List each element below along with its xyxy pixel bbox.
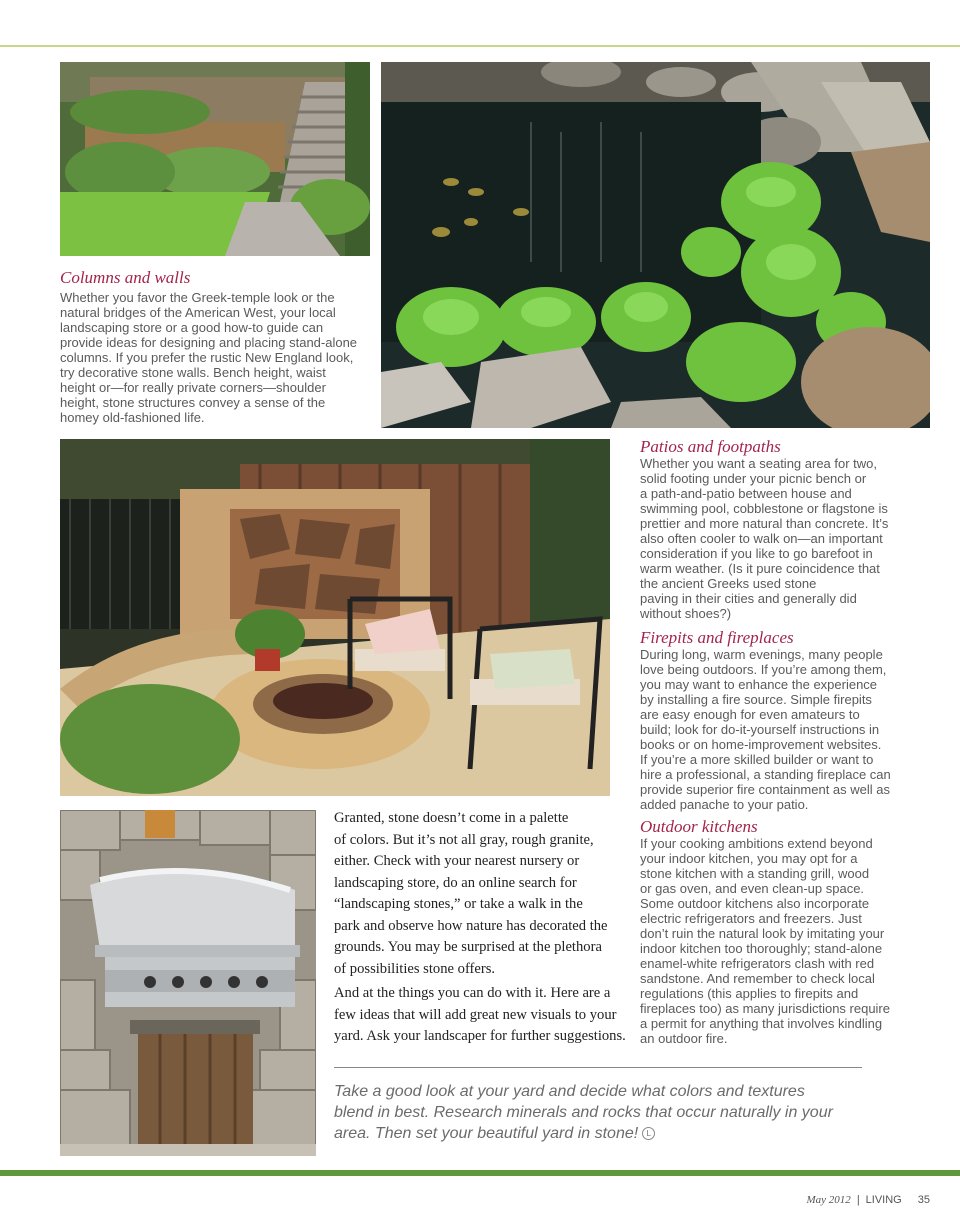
text-line: love being outdoors. If you’re among them, [640, 662, 887, 677]
text-line: If your cooking ambitions extend beyond [640, 836, 873, 851]
pond-photo [381, 62, 930, 428]
text-line: also often cooler to walk on—an important [640, 531, 883, 546]
text-line: natural bridges of the American West, your local [60, 305, 336, 320]
text-line: Granted, stone doesn’t come in a palette [334, 810, 569, 826]
text-line: hire a professional, a standing fireplace can [640, 767, 891, 782]
text-line: blend in best. Research minerals and rocks that occur naturally in your [334, 1104, 833, 1121]
text-line: park and observe how nature has decorated the [334, 917, 608, 934]
text-line: a permit for anything that involves kindling [640, 1016, 883, 1031]
patios-heading: Patios and footpaths [640, 437, 781, 456]
text-line: provide ideas for designing and placing stand-alone [60, 335, 358, 350]
text-line: Take a good look at your yard and decide what colors and textures [334, 1083, 805, 1100]
text-line: build; look for do-it-yourself instructions in [640, 722, 880, 737]
text-line: paving in their cities and generally did [640, 591, 857, 606]
kitchens-heading: Outdoor kitchens [640, 817, 758, 836]
bottom-rule [0, 1170, 960, 1176]
text-line: sandstone. And remember to check local [640, 971, 875, 986]
text-line: electric refrigerators and freezers. Just [640, 911, 862, 926]
text-line: yard. Ask your landscaper for further suggestions. [334, 1028, 626, 1044]
text-line: fireplaces too) as many jurisdictions require [640, 1001, 890, 1016]
text-line [334, 1123, 833, 1144]
living-logo-icon: L [642, 1127, 655, 1140]
text-line: few ideas that will add great new visuals to your [334, 1006, 617, 1023]
outdoor-grill-photo [60, 810, 316, 1156]
text-line: landscaping store or a good how-to guide can [60, 320, 324, 335]
text-line: Whether you want a seating area for two, [640, 456, 878, 471]
intro-paragraph [334, 808, 608, 980]
ideas-paragraph [334, 983, 626, 1048]
garden-steps-photo [60, 62, 370, 256]
text-line: “landscaping stones,” or take a walk in the [334, 896, 583, 912]
text-line: consideration if you like to go barefoot in [640, 546, 873, 561]
closing-callout [334, 1081, 833, 1144]
text-line-content: area. Then set your beautiful yard in stone! [334, 1125, 639, 1142]
text-line: of colors. But it’s not all gray, rough granite, [334, 831, 594, 848]
text-line: without shoes?) [640, 606, 732, 621]
text-line: If you’re a more skilled builder or want to [640, 752, 874, 767]
text-line: books or on home-improvement websites. [640, 737, 882, 752]
text-line: a path-and-patio between house and [640, 486, 852, 501]
text-line: try decorative stone walls. Bench height, waist [60, 365, 326, 380]
text-line: stone kitchen with a standing grill, wood [640, 866, 870, 881]
firepits-heading: Firepits and fireplaces [640, 628, 794, 647]
kitchens-body [640, 836, 890, 1046]
text-line: don’t ruin the natural look by imitating your [640, 926, 885, 941]
firepits-body [640, 647, 891, 812]
text-line: Some outdoor kitchens also incorporate [640, 896, 870, 911]
text-line: warm weather. (Is it pure coincidence that [640, 561, 880, 576]
text-line: height, stone structures convey a sense of the [60, 395, 326, 410]
text-line: swimming pool, cobblestone or flagstone is [640, 501, 888, 516]
text-line: your indoor kitchen, you may opt for a [640, 851, 858, 866]
text-line: prettier and more natural than concrete. It’s [640, 516, 889, 531]
text-line: or gas oven, and even clean-up space. [640, 881, 865, 896]
text-line: added panache to your patio. [640, 797, 809, 812]
page-number: 35 [917, 1194, 930, 1206]
text-line: either. Check with your nearest nursery or [334, 853, 580, 869]
columns-body [60, 290, 357, 425]
text-line: indoor kitchen too thoroughly; stand-alone [640, 941, 883, 956]
text-line: And at the things you can do with it. Here are a [334, 985, 611, 1001]
patios-body [640, 456, 888, 621]
text-line: columns. If you prefer the rustic New England look, [60, 350, 354, 365]
text-line: grounds. You may be surprised at the plethora [334, 939, 602, 955]
columns-heading: Columns and walls [60, 268, 191, 287]
page-folio [807, 1194, 930, 1206]
text-line: an outdoor fire. [640, 1031, 728, 1046]
text-line: are easy enough for even amateurs to [640, 707, 860, 722]
top-rule [0, 45, 960, 47]
issue-date: May 2012 [806, 1194, 851, 1206]
text-line: Whether you favor the Greek-temple look or the [60, 290, 335, 305]
text-line: enamel-white refrigerators clash with red [640, 956, 875, 971]
text-line: height or—for really private corners—shoulder [60, 380, 326, 395]
magazine-name: LIVING [865, 1194, 902, 1206]
folio-separator: | [856, 1194, 860, 1206]
text-line: landscaping store, do an online search for [334, 874, 577, 891]
patio-firepit-photo [60, 439, 610, 796]
text-line: homey old-fashioned life. [60, 410, 205, 425]
text-line: by installing a fire source. Simple firepits [640, 692, 872, 707]
text-line: you may want to enhance the experience [640, 677, 878, 692]
text-line: provide superior fire containment as well as [640, 782, 891, 797]
text-line: During long, warm evenings, many people [640, 647, 883, 662]
text-line: of possibilities stone offers. [334, 960, 496, 977]
text-line: the ancient Greeks used stone [640, 576, 817, 591]
text-line: solid footing under your picnic bench or [640, 471, 867, 486]
text-line: regulations (this applies to firepits and [640, 986, 859, 1001]
callout-divider [334, 1067, 862, 1068]
